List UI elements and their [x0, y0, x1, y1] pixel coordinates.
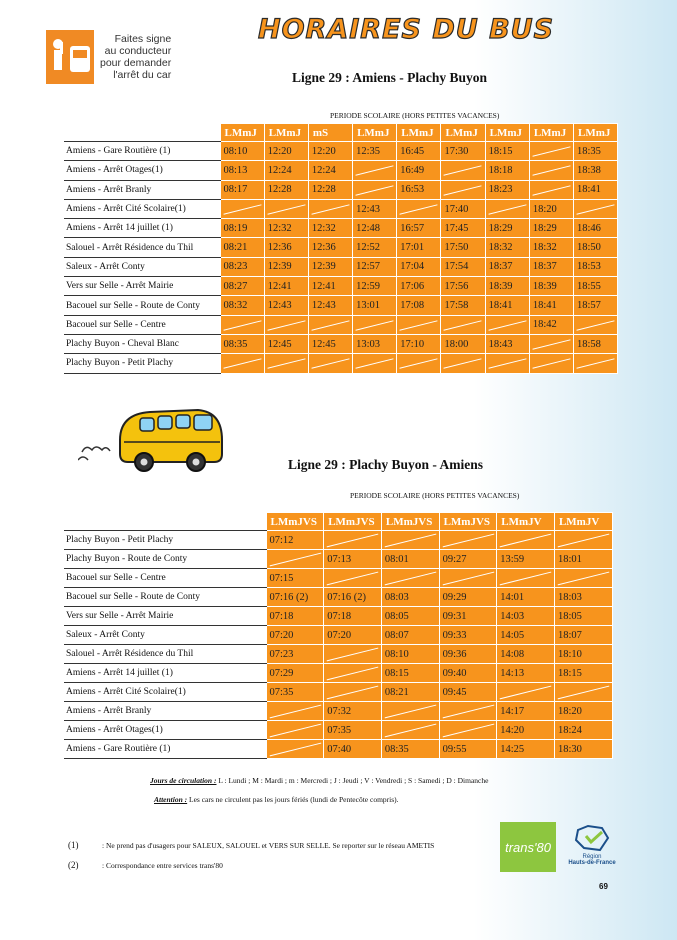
- departure-time: 07:16 (2): [324, 588, 382, 607]
- table2-period: PERIODE SCOLAIRE (HORS PETITES VACANCES): [350, 491, 520, 500]
- no-service-cell: [324, 683, 382, 702]
- departure-time: 09:45: [439, 683, 497, 702]
- departure-time: 12:36: [308, 238, 352, 257]
- departure-time: 12:52: [353, 238, 397, 257]
- no-service-cell: [266, 721, 324, 740]
- departure-time: 18:20: [529, 199, 573, 218]
- table-row: [64, 607, 612, 626]
- stop-name: Salouel - Arrêt Résidence du Thil: [64, 645, 266, 664]
- departure-time: 08:15: [381, 664, 439, 683]
- departure-time: 07:20: [324, 626, 382, 645]
- departure-time: 14:08: [497, 645, 555, 664]
- table-row: [64, 645, 612, 664]
- departure-time: 17:56: [441, 277, 485, 296]
- no-service-cell: [353, 180, 397, 199]
- table1-title: Ligne 29 : Amiens - Plachy Buyon: [292, 70, 488, 85]
- no-service-cell: [397, 315, 441, 334]
- departure-time: 12:20: [264, 142, 308, 161]
- departure-time: 12:24: [264, 161, 308, 180]
- attention-text: Les cars ne circulent pas les jours fériés (lundi de Pentecôte compris).: [189, 795, 399, 804]
- departure-time: 07:15: [266, 569, 324, 588]
- table-row: [64, 296, 618, 315]
- departure-time: 12:45: [264, 334, 308, 353]
- departure-time: 18:29: [529, 219, 573, 238]
- column-header: LMmJVS: [381, 513, 439, 531]
- no-service-cell: [308, 199, 352, 218]
- departure-time: 16:49: [397, 161, 441, 180]
- no-service-cell: [485, 354, 529, 373]
- no-service-cell: [574, 315, 618, 334]
- attention-label: Attention :: [154, 795, 188, 804]
- no-service-cell: [439, 702, 497, 721]
- no-service-cell: [264, 199, 308, 218]
- stop-name: Plachy Buyon - Petit Plachy: [64, 531, 266, 550]
- departure-time: 13:03: [353, 334, 397, 353]
- departure-time: 08:01: [381, 550, 439, 569]
- table-row: [64, 180, 618, 199]
- no-service-cell: [497, 531, 555, 550]
- stop-name: Plachy Buyon - Petit Plachy: [64, 354, 220, 373]
- header-stop-column: [64, 513, 266, 531]
- departure-time: 13:59: [497, 550, 555, 569]
- departure-time: 16:45: [397, 142, 441, 161]
- departure-time: 17:06: [397, 277, 441, 296]
- departure-time: 12:57: [353, 257, 397, 276]
- no-service-cell: [308, 315, 352, 334]
- no-service-cell: [381, 721, 439, 740]
- departure-time: 07:18: [324, 607, 382, 626]
- no-service-cell: [441, 315, 485, 334]
- departure-time: 18:20: [554, 702, 612, 721]
- departure-time: 18:39: [485, 277, 529, 296]
- departure-time: 12:39: [264, 257, 308, 276]
- departure-time: 12:43: [264, 296, 308, 315]
- no-service-cell: [397, 354, 441, 373]
- column-header: LMmJV: [554, 513, 612, 531]
- departure-time: 17:08: [397, 296, 441, 315]
- departure-time: 12:41: [308, 277, 352, 296]
- departure-time: 18:10: [554, 645, 612, 664]
- departure-time: 18:42: [529, 315, 573, 334]
- no-service-cell: [266, 702, 324, 721]
- stop-name: Saleux - Arrêt Conty: [64, 257, 220, 276]
- departure-time: 18:32: [485, 238, 529, 257]
- departure-time: 07:20: [266, 626, 324, 645]
- table-row: [64, 569, 612, 588]
- column-header: LMmJVS: [266, 513, 324, 531]
- departure-time: 12:24: [308, 161, 352, 180]
- departure-time: 12:45: [308, 334, 352, 353]
- departure-time: 18:30: [554, 740, 612, 759]
- departure-time: 18:00: [441, 334, 485, 353]
- departure-time: 08:27: [220, 277, 264, 296]
- no-service-cell: [220, 315, 264, 334]
- departure-time: 14:17: [497, 702, 555, 721]
- table-row: [64, 683, 612, 702]
- departure-time: 07:18: [266, 607, 324, 626]
- departure-time: 07:13: [324, 550, 382, 569]
- column-header: LMmJ: [397, 124, 441, 142]
- departure-time: 12:28: [264, 180, 308, 199]
- departure-time: 18:23: [485, 180, 529, 199]
- departure-time: 12:43: [353, 199, 397, 218]
- no-service-cell: [381, 569, 439, 588]
- departure-time: 18:55: [574, 277, 618, 296]
- no-service-cell: [324, 645, 382, 664]
- no-service-cell: [381, 531, 439, 550]
- table-row: [64, 588, 612, 607]
- table1-period: PERIODE SCOLAIRE (HORS PETITES VACANCES): [330, 111, 500, 120]
- departure-time: 17:45: [441, 219, 485, 238]
- stop-name: Amiens - Arrêt Branly: [64, 180, 220, 199]
- departure-time: 09:36: [439, 645, 497, 664]
- departure-time: 17:50: [441, 238, 485, 257]
- table-row: [64, 626, 612, 645]
- no-service-cell: [554, 531, 612, 550]
- table-row: [64, 721, 612, 740]
- departure-time: 12:48: [353, 219, 397, 238]
- stop-name: Bacouel sur Selle - Centre: [64, 315, 220, 334]
- stop-name: Amiens - Arrêt Otages(1): [64, 721, 266, 740]
- departure-time: 18:37: [529, 257, 573, 276]
- departure-time: 17:30: [441, 142, 485, 161]
- no-service-cell: [220, 199, 264, 218]
- no-service-cell: [308, 354, 352, 373]
- page-title: HORAIRES DU BUS: [258, 14, 555, 45]
- departure-time: 18:18: [485, 161, 529, 180]
- no-service-cell: [554, 569, 612, 588]
- departure-time: 07:23: [266, 645, 324, 664]
- table-row: [64, 740, 612, 759]
- departure-time: 17:04: [397, 257, 441, 276]
- table-row: [64, 531, 612, 550]
- no-service-cell: [439, 531, 497, 550]
- departure-time: 12:36: [264, 238, 308, 257]
- departure-time: 14:25: [497, 740, 555, 759]
- no-service-cell: [353, 354, 397, 373]
- table2-title: Ligne 29 : Plachy Buyon - Amiens: [288, 457, 484, 472]
- no-service-cell: [485, 199, 529, 218]
- departure-time: 12:59: [353, 277, 397, 296]
- legend-text: L : Lundi ; M : Mardi ; m : Mercredi ; J : Jeudi ; V : Vendredi ; S : Samedi ; D : Dimanche: [218, 776, 489, 785]
- trans80-logo: trans'80: [500, 822, 556, 872]
- departure-time: 17:58: [441, 296, 485, 315]
- departure-time: 14:01: [497, 588, 555, 607]
- stop-name: Amiens - Arrêt 14 juillet (1): [64, 219, 220, 238]
- stop-name: Amiens - Arrêt 14 juillet (1): [64, 664, 266, 683]
- departure-time: 12:32: [308, 219, 352, 238]
- departure-time: 18:41: [574, 180, 618, 199]
- departure-time: 08:07: [381, 626, 439, 645]
- departure-time: 16:53: [397, 180, 441, 199]
- stop-name: Amiens - Gare Routière (1): [64, 142, 220, 161]
- attention-note: [154, 795, 399, 804]
- departure-time: 07:35: [324, 721, 382, 740]
- timetable-amiens-plachy: [64, 123, 618, 374]
- departure-time: 18:46: [574, 219, 618, 238]
- no-service-cell: [439, 721, 497, 740]
- departure-time: 08:21: [220, 238, 264, 257]
- departure-time: 18:07: [554, 626, 612, 645]
- departure-time: 08:17: [220, 180, 264, 199]
- departure-time: 18:29: [485, 219, 529, 238]
- column-header: LMmJV: [497, 513, 555, 531]
- departure-time: 09:29: [439, 588, 497, 607]
- departure-time: 18:24: [554, 721, 612, 740]
- hail-bus-icon: [46, 30, 94, 84]
- no-service-cell: [324, 569, 382, 588]
- departure-time: 17:54: [441, 257, 485, 276]
- departure-time: 18:38: [574, 161, 618, 180]
- departure-time: 09:55: [439, 740, 497, 759]
- no-service-cell: [574, 354, 618, 373]
- no-service-cell: [497, 569, 555, 588]
- stop-name: Amiens - Gare Routière (1): [64, 740, 266, 759]
- departure-time: 14:05: [497, 626, 555, 645]
- table-row: [64, 161, 618, 180]
- departure-time: 14:03: [497, 607, 555, 626]
- table-row: [64, 238, 618, 257]
- departure-time: 08:35: [381, 740, 439, 759]
- stop-request-notice: [46, 28, 178, 86]
- departure-time: 08:21: [381, 683, 439, 702]
- no-service-cell: [497, 683, 555, 702]
- no-service-cell: [529, 334, 573, 353]
- stop-name: Plachy Buyon - Route de Conty: [64, 550, 266, 569]
- column-header: LMmJ: [220, 124, 264, 142]
- departure-time: 18:57: [574, 296, 618, 315]
- notice-text: Faites signe au conducteur pour demander l'arrêt du car: [100, 33, 172, 81]
- no-service-cell: [574, 199, 618, 218]
- departure-time: 07:35: [266, 683, 324, 702]
- departure-time: 09:27: [439, 550, 497, 569]
- region-map-icon: [572, 824, 612, 852]
- departure-time: 07:12: [266, 531, 324, 550]
- departure-time: 08:32: [220, 296, 264, 315]
- departure-time: 18:37: [485, 257, 529, 276]
- no-service-cell: [220, 354, 264, 373]
- departure-time: 09:40: [439, 664, 497, 683]
- departure-time: 14:13: [497, 664, 555, 683]
- table-row: [64, 550, 612, 569]
- column-header: LMmJVS: [324, 513, 382, 531]
- bus-icon: [78, 402, 228, 477]
- departure-time: 08:03: [381, 588, 439, 607]
- departure-time: 18:50: [574, 238, 618, 257]
- page-number: 69: [599, 882, 608, 891]
- stop-name: Plachy Buyon - Cheval Blanc: [64, 334, 220, 353]
- table-row: [64, 257, 618, 276]
- column-header: LMmJ: [264, 124, 308, 142]
- departure-time: 12:20: [308, 142, 352, 161]
- column-header: LMmJ: [353, 124, 397, 142]
- departure-time: 08:10: [381, 645, 439, 664]
- departure-time: 14:20: [497, 721, 555, 740]
- departure-time: 07:16 (2): [266, 588, 324, 607]
- departure-time: 12:41: [264, 277, 308, 296]
- departure-time: 18:41: [485, 296, 529, 315]
- departure-time: 08:13: [220, 161, 264, 180]
- departure-time: 12:28: [308, 180, 352, 199]
- no-service-cell: [529, 180, 573, 199]
- no-service-cell: [439, 569, 497, 588]
- departure-time: 12:32: [264, 219, 308, 238]
- column-header: mS: [308, 124, 352, 142]
- table-row: [64, 334, 618, 353]
- no-service-cell: [529, 354, 573, 373]
- departure-time: 07:32: [324, 702, 382, 721]
- stop-name: Saleux - Arrêt Conty: [64, 626, 266, 645]
- table-row: [64, 664, 612, 683]
- departure-time: 18:53: [574, 257, 618, 276]
- timetable-plachy-amiens: [64, 512, 613, 759]
- departure-time: 18:58: [574, 334, 618, 353]
- departure-time: 17:10: [397, 334, 441, 353]
- stop-name: Bacouel sur Selle - Route de Conty: [64, 588, 266, 607]
- region-logo: Région Hauts-de-France: [563, 824, 621, 872]
- table-row: [64, 702, 612, 721]
- table-row: [64, 199, 618, 218]
- no-service-cell: [353, 161, 397, 180]
- departure-time: 18:43: [485, 334, 529, 353]
- departure-time: 18:01: [554, 550, 612, 569]
- column-header: LMmJ: [529, 124, 573, 142]
- legend-label: Jours de circulation :: [150, 776, 217, 785]
- departure-time: 08:05: [381, 607, 439, 626]
- stop-name: Amiens - Arrêt Otages(1): [64, 161, 220, 180]
- no-service-cell: [441, 180, 485, 199]
- no-service-cell: [441, 354, 485, 373]
- departure-time: 17:40: [441, 199, 485, 218]
- days-legend: [150, 776, 488, 785]
- stop-name: Bacouel sur Selle - Centre: [64, 569, 266, 588]
- departure-time: 12:35: [353, 142, 397, 161]
- column-header: LMmJVS: [439, 513, 497, 531]
- table-row: [64, 315, 618, 334]
- departure-time: 08:19: [220, 219, 264, 238]
- stop-name: Salouel - Arrêt Résidence du Thil: [64, 238, 220, 257]
- stop-name: Amiens - Arrêt Cité Scolaire(1): [64, 683, 266, 702]
- stop-name: Amiens - Arrêt Cité Scolaire(1): [64, 199, 220, 218]
- stop-name: Amiens - Arrêt Branly: [64, 702, 266, 721]
- no-service-cell: [266, 550, 324, 569]
- column-header: LMmJ: [574, 124, 618, 142]
- departure-time: 07:40: [324, 740, 382, 759]
- no-service-cell: [397, 199, 441, 218]
- departure-time: 08:35: [220, 334, 264, 353]
- departure-time: 07:29: [266, 664, 324, 683]
- table-row: [64, 142, 618, 161]
- departure-time: 17:01: [397, 238, 441, 257]
- departure-time: 13:01: [353, 296, 397, 315]
- no-service-cell: [381, 702, 439, 721]
- departure-time: 12:39: [308, 257, 352, 276]
- departure-time: 18:35: [574, 142, 618, 161]
- departure-time: 09:33: [439, 626, 497, 645]
- no-service-cell: [529, 161, 573, 180]
- table-row: [64, 354, 618, 373]
- departure-time: 12:43: [308, 296, 352, 315]
- no-service-cell: [554, 683, 612, 702]
- stop-name: Vers sur Selle - Arrêt Mairie: [64, 607, 266, 626]
- no-service-cell: [441, 161, 485, 180]
- table-row: [64, 219, 618, 238]
- stop-name: Vers sur Selle - Arrêt Mairie: [64, 277, 220, 296]
- no-service-cell: [529, 142, 573, 161]
- departure-time: 08:10: [220, 142, 264, 161]
- departure-time: 18:05: [554, 607, 612, 626]
- departure-time: 18:32: [529, 238, 573, 257]
- departure-time: 16:57: [397, 219, 441, 238]
- header-stop-column: [64, 124, 220, 142]
- table-row: [64, 277, 618, 296]
- no-service-cell: [324, 664, 382, 683]
- stop-name: Bacouel sur Selle - Route de Conty: [64, 296, 220, 315]
- column-header: LMmJ: [485, 124, 529, 142]
- departure-time: 18:39: [529, 277, 573, 296]
- departure-time: 09:31: [439, 607, 497, 626]
- no-service-cell: [353, 315, 397, 334]
- departure-time: 18:15: [554, 664, 612, 683]
- no-service-cell: [324, 531, 382, 550]
- no-service-cell: [485, 315, 529, 334]
- column-header: LMmJ: [441, 124, 485, 142]
- no-service-cell: [264, 354, 308, 373]
- departure-time: 18:03: [554, 588, 612, 607]
- departure-time: 08:23: [220, 257, 264, 276]
- no-service-cell: [266, 740, 324, 759]
- departure-time: 18:15: [485, 142, 529, 161]
- departure-time: 18:41: [529, 296, 573, 315]
- no-service-cell: [264, 315, 308, 334]
